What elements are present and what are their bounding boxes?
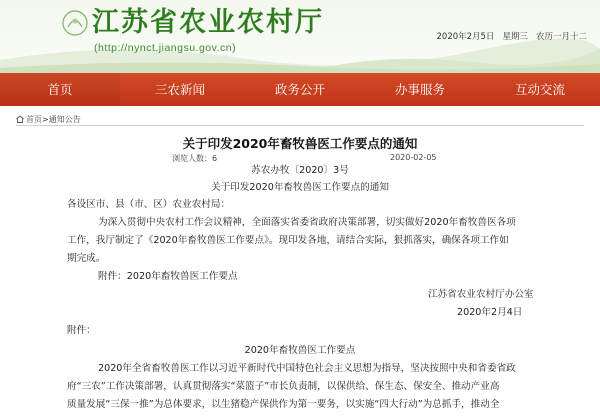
breadcrumb-text[interactable]: 首页>通知公告	[26, 115, 81, 124]
main-navigation	[0, 73, 600, 106]
addressee: 各设区市、县（市、区）农业农村局：	[67, 199, 231, 210]
site-header	[0, 0, 600, 73]
nav-item-news[interactable]: 三农新闻	[154, 82, 205, 97]
nav-item-services[interactable]: 办事服务	[394, 82, 445, 97]
attachment-label: 附件：	[67, 325, 96, 336]
emblem-icon	[60, 8, 90, 38]
sign-date: 2020年2月4日	[457, 307, 523, 318]
header-date-info	[429, 30, 587, 42]
view-count: 浏览人数：6	[172, 154, 218, 163]
home-icon	[16, 115, 24, 123]
article-title: 关于印发2020年畜牧兽医工作要点的通知	[182, 136, 418, 151]
lunar-date: 农历一月十二	[535, 32, 587, 42]
paragraph-1-line-2: 工作，我厅制定了《2020年畜牧兽医工作要点》。现印发各地，请结合实际，狠抓落实，确保各项工作如	[67, 235, 509, 246]
paragraph-1-line-1: 为深入贯彻中央农村工作会议精神，全面落实省委省政府决策部署，切实做好2020年畜牧兽医各项	[98, 217, 516, 228]
current-date: 2020年2月5日	[436, 32, 495, 42]
paragraph-2-line-2: 府“三农”工作决策部署，认真贯彻落实“菜篮子”市长负责制，以保供给、保生态、保安全、推动产业高	[67, 381, 500, 392]
paragraph-2-line-3: 质量发展“三保一推”为总体要求，以生猪稳产保供作为第一要务，以实施“四大行动”为总抓手，推动全	[67, 399, 500, 410]
nav-item-home[interactable]: 首页	[0, 73, 120, 106]
paragraph-1-line-3: 期完成。	[67, 253, 106, 264]
publish-date: 2020-02-05	[390, 153, 437, 162]
nav-item-interaction[interactable]: 互动交流	[514, 82, 565, 97]
site-logo[interactable]	[92, 6, 324, 54]
attachment-link[interactable]: 附件：2020年畜牧兽医工作要点	[98, 271, 238, 282]
nav-item-government-affairs[interactable]: 政务公开	[274, 82, 325, 97]
signer: 江苏省农业农村厅办公室	[428, 289, 534, 300]
current-weekday: 星期三	[502, 32, 528, 42]
site-url: (http://nynct.jiangsu.gov.cn)	[94, 42, 237, 54]
paragraph-2-line-1: 2020年全省畜牧兽医工作以习近平新时代中国特色社会主义思想为指导，坚决按照中央和省委省政	[98, 363, 516, 374]
article-content	[16, 125, 584, 417]
document-number: 苏农办牧〔2020〕3号	[251, 165, 349, 176]
site-title: 江苏省农业农村厅	[92, 7, 324, 38]
document-subtitle: 关于印发2020年畜牧兽医工作要点的通知	[211, 182, 389, 193]
breadcrumb	[16, 114, 81, 125]
attachment-title: 2020年畜牧兽医工作要点	[244, 345, 356, 356]
